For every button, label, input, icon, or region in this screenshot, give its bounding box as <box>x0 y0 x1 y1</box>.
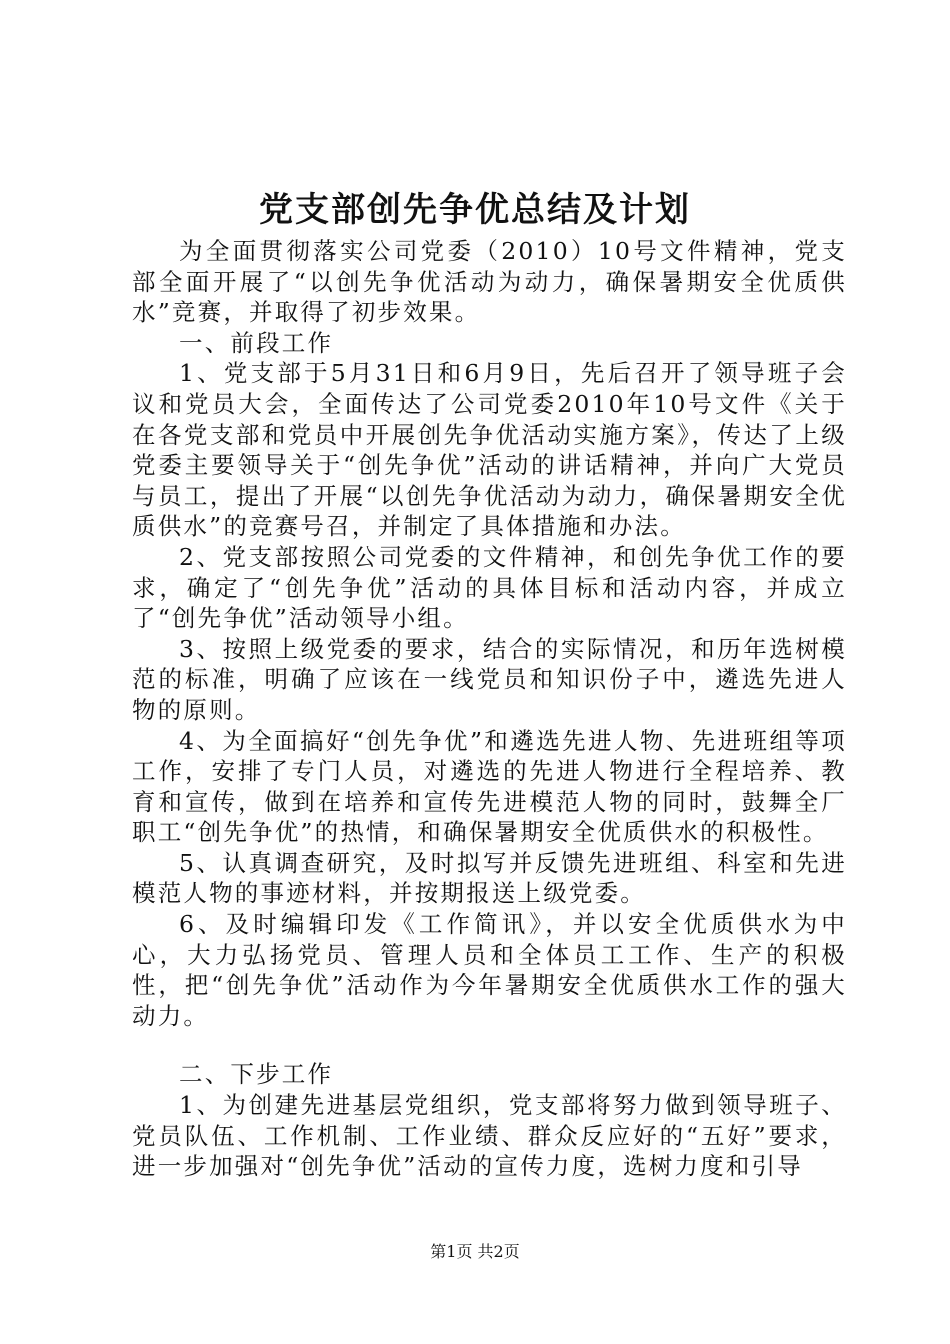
paragraph-item-1: 1、党支部于5月31日和6月9日，先后召开了领导班子会议和党员大会，全面传达了公司党委2010年10号文件《关于在各党支部和党员中开展创先争优活动实施方案》，传达了上级党委主要领导关于“创先争优”活动的讲话精神，并向广大党员与员工，提出了开展“以创先争优活动为动力，确保暑期安全优质供水”的竞赛号召，并制定了具体措施和办法。 <box>132 359 847 541</box>
next-work-item-1: 1、为创建先进基层党组织，党支部将努力做到领导班子、党员队伍、工作机制、工作业绩、群众反应好的“五好”要求，进一步加强对“创先争优”活动的宣传力度，选树力度和引导 <box>132 1091 847 1181</box>
section-heading-next-work: 二、下步工作 <box>179 1060 334 1089</box>
intro-paragraph: 为全面贯彻落实公司党委（2010）10号文件精神，党支部全面开展了“以创先争优活动为动力，确保暑期安全优质供水”竞赛，并取得了初步效果。 <box>132 237 847 327</box>
document-title: 党支部创先争优总结及计划 <box>259 190 691 230</box>
section-heading-previous-work: 一、前段工作 <box>179 328 334 357</box>
paragraph-item-2: 2、党支部按照公司党委的文件精神，和创先争优工作的要求，确定了“创先争优”活动的具体目标和活动内容，并成立了“创先争优”活动领导小组。 <box>132 542 847 633</box>
paragraph-item-4: 4、为全面搞好“创先争优”和遴选先进人物、先进班组等项工作，安排了专门人员，对遴选的先进人物进行全程培养、教育和宣传，做到在培养和宣传先进模范人物的同时，鼓舞全厂职工“创先争优”的热情，和确保暑期安全优质供水的积极性。 <box>132 726 847 847</box>
document-body <box>132 236 847 1182</box>
paragraph-item-3: 3、按照上级党委的要求，结合的实际情况，和历年选树模范的标准，明确了应该在一线党员和知识份子中，遴选先进人物的原则。 <box>132 634 847 724</box>
page-number-footer: 第1页 共2页 <box>430 1242 520 1261</box>
paragraph-item-6: 6、及时编辑印发《工作简讯》，并以安全优质供水为中心，大力弘扬党员、管理人员和全体员工工作、生产的积极性，把“创先争优”活动作为今年暑期安全优质供水工作的强大动力。 <box>132 910 847 1030</box>
paragraph-item-5: 5、认真调查研究，及时拟写并反馈先进班组、科室和先进模范人物的事迹材料，并按期报送上级党委。 <box>132 848 847 908</box>
